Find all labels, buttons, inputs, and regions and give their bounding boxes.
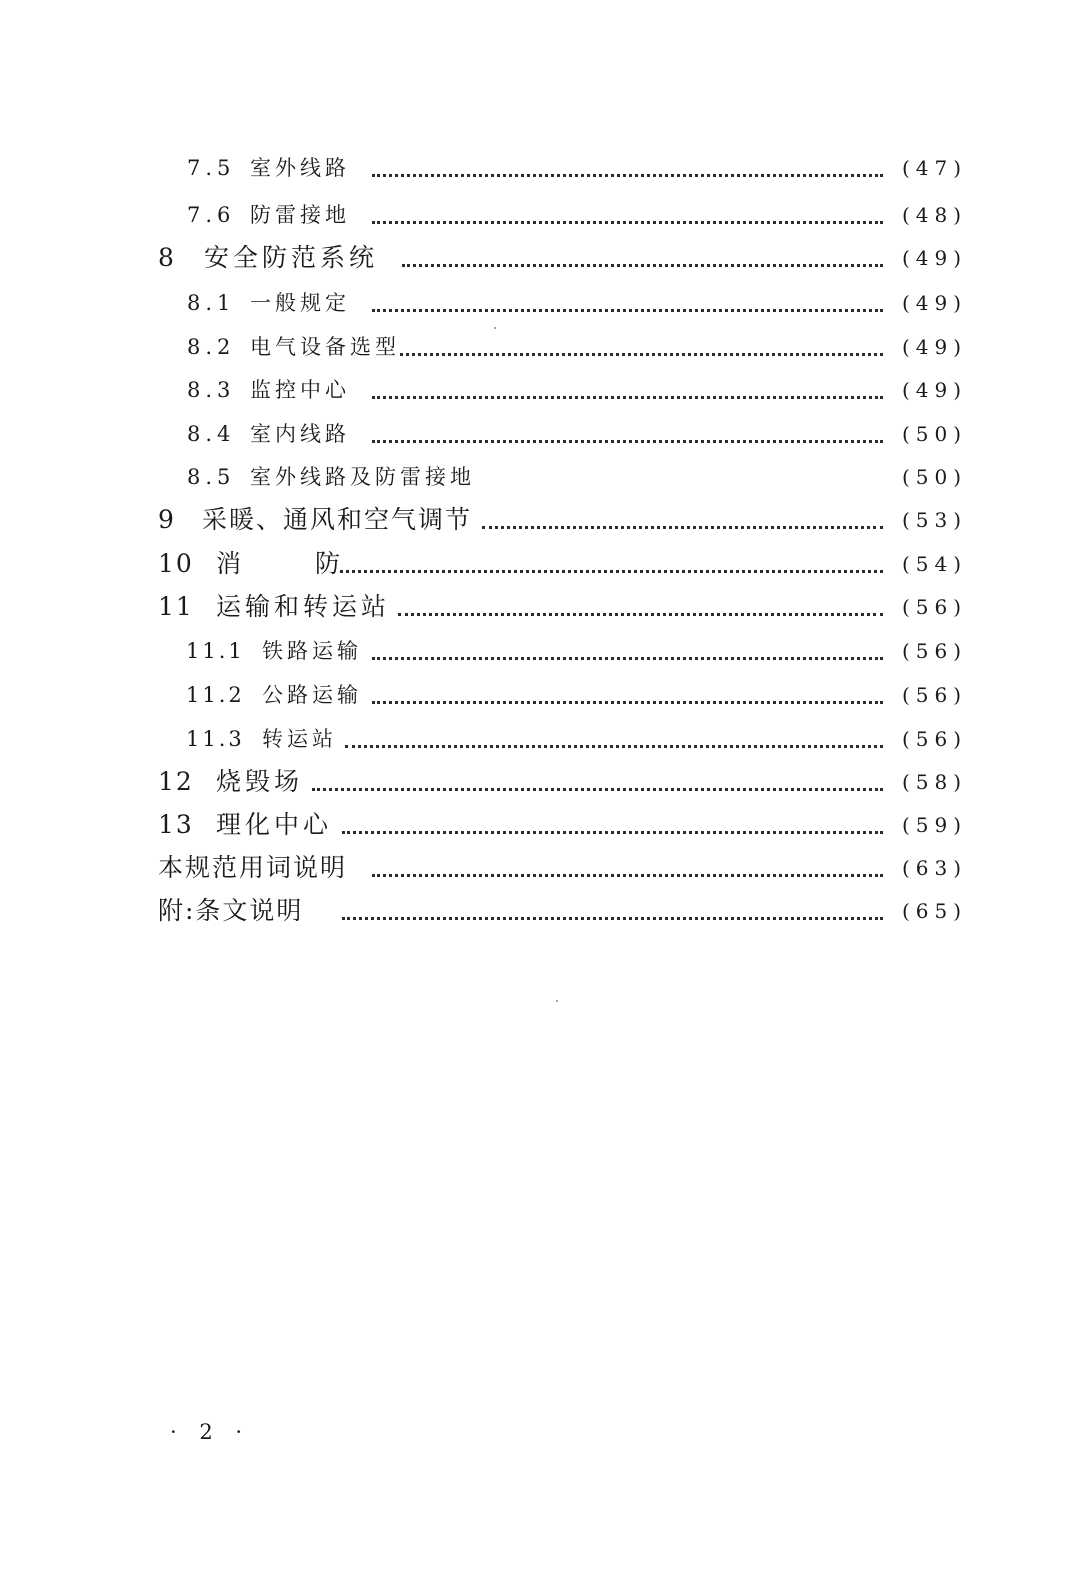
- toc-entry-8-1[interactable]: [0, 285, 1075, 321]
- scan-speck: [556, 1000, 558, 1002]
- dot-leader: [372, 633, 883, 669]
- toc-entry-number: 11.2: [186, 683, 245, 707]
- toc-entry-page: (53): [901, 508, 967, 532]
- toc-entry-number: 11: [158, 592, 194, 621]
- dot-leader: [342, 807, 883, 843]
- toc-entry-8-5[interactable]: [0, 459, 1075, 495]
- toc-entry-page: (65): [901, 899, 967, 923]
- toc-entry-number: 11.1: [186, 639, 245, 663]
- toc-entry-title: 运输和转运站: [216, 592, 391, 621]
- dot-leader: [345, 721, 883, 757]
- toc-entry-title: 一般规定: [250, 291, 350, 315]
- scan-speck: [494, 327, 496, 329]
- toc-entry-title: 理化中心: [216, 810, 333, 839]
- toc-entry-number: 8.3: [187, 378, 236, 402]
- dot-leader: [312, 764, 883, 800]
- toc-entry-page: (56): [901, 727, 967, 751]
- toc-entry-title: 采暖、通风和空气调节: [202, 505, 473, 534]
- toc-entry-9[interactable]: [0, 502, 1075, 538]
- toc-entry-number: 8.4: [187, 422, 236, 446]
- toc-entry-title: 铁路运输: [262, 639, 362, 663]
- toc-entry-title: 消 防: [216, 549, 349, 578]
- toc-entry-number: 8.1: [187, 291, 236, 315]
- toc-entry-page: (56): [901, 639, 967, 663]
- toc-entry-number: 8: [158, 243, 176, 272]
- toc-entry-terms[interactable]: [0, 850, 1075, 886]
- toc-entry-page: (49): [901, 335, 967, 359]
- dot-leader: [398, 589, 883, 625]
- dot-leader: [340, 546, 883, 582]
- toc-entry-title: 室内线路: [250, 422, 350, 446]
- toc-entry-page: (63): [901, 856, 967, 880]
- toc-entry-12[interactable]: [0, 764, 1075, 800]
- toc-entry-title: 烧毁场: [216, 767, 304, 796]
- toc-entry-number: 10: [158, 549, 194, 578]
- dot-leader: [372, 850, 883, 886]
- dot-leader: [372, 372, 883, 408]
- toc-entry-page: (59): [901, 813, 967, 837]
- toc-entry-title: 室外线路及防雷接地: [250, 465, 475, 489]
- dot-leader: [342, 893, 883, 929]
- toc-entry-8[interactable]: [0, 240, 1075, 276]
- toc-entry-page: (56): [901, 595, 967, 619]
- toc-entry-11-1[interactable]: [0, 633, 1075, 669]
- toc-entry-title: 本规范用词说明: [158, 853, 348, 882]
- toc-entry-title: 室外线路: [250, 156, 350, 180]
- toc-entry-page: (54): [901, 552, 967, 576]
- toc-entry-appendix[interactable]: [0, 893, 1075, 929]
- toc-entry-title: 电气设备选型: [250, 335, 400, 359]
- toc-entry-7-6[interactable]: [0, 197, 1075, 233]
- toc-entry-number: 7.5: [187, 156, 236, 180]
- toc-entry-7-5[interactable]: [0, 150, 1075, 186]
- toc-entry-title: 附:条文说明: [158, 896, 304, 925]
- toc-entry-10[interactable]: [0, 546, 1075, 582]
- toc-entry-page: (47): [901, 156, 967, 180]
- page-number: · 2 ·: [170, 1420, 251, 1444]
- toc-entry-title: 防雷接地: [250, 203, 350, 227]
- toc-entry-number: 11.3: [186, 727, 245, 751]
- toc-entry-8-3[interactable]: [0, 372, 1075, 408]
- toc-entry-page: (49): [901, 378, 967, 402]
- toc-entry-page: (56): [901, 683, 967, 707]
- dot-leader: [400, 329, 883, 365]
- toc-entry-title: 监控中心: [250, 378, 350, 402]
- toc-entry-8-2[interactable]: [0, 329, 1075, 365]
- dot-leader: [372, 285, 883, 321]
- toc-entry-13[interactable]: [0, 807, 1075, 843]
- toc-entry-page: (50): [901, 422, 967, 446]
- toc-entry-title: 安全防范系统: [204, 243, 379, 272]
- dot-leader: [482, 502, 883, 538]
- dot-leader: [372, 416, 883, 452]
- toc-entry-number: 8.2: [187, 335, 236, 359]
- toc-entry-number: 12: [158, 767, 194, 796]
- dot-leader: [372, 197, 883, 233]
- toc-entry-number: 8.5: [187, 465, 236, 489]
- toc-entry-title: 公路运输: [262, 683, 362, 707]
- dot-leader: [372, 150, 883, 186]
- toc-entry-title: 转运站: [262, 727, 337, 751]
- toc-entry-8-4[interactable]: [0, 416, 1075, 452]
- dot-leader: [402, 240, 883, 276]
- toc-entry-11[interactable]: [0, 589, 1075, 625]
- toc-entry-page: (49): [901, 246, 967, 270]
- toc-entry-page: (50): [901, 465, 967, 489]
- dot-leader: [372, 677, 883, 713]
- toc-entry-11-2[interactable]: [0, 677, 1075, 713]
- toc-entry-number: 7.6: [187, 203, 236, 227]
- toc-entry-page: (58): [901, 770, 967, 794]
- toc-entry-number: 9: [158, 505, 176, 534]
- toc-entry-page: (49): [901, 291, 967, 315]
- toc-entry-11-3[interactable]: [0, 721, 1075, 757]
- toc-entry-number: 13: [158, 810, 194, 839]
- toc-entry-page: (48): [901, 203, 967, 227]
